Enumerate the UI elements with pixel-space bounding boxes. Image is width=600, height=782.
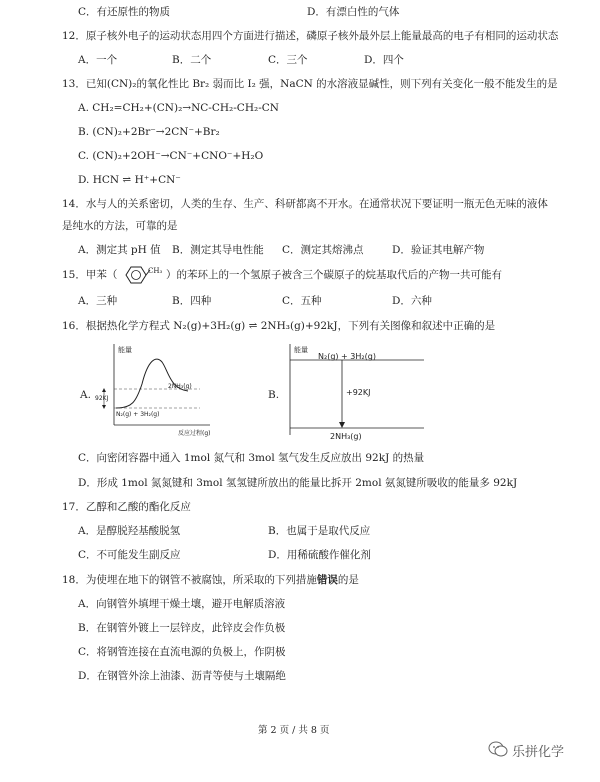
q13-option-d: D. HCN ⇌ H⁺+CN⁻ (78, 174, 181, 186)
q13-option-a: A. CH₂=CH₂+(CN)₂→NC-CH₂-CH₂-CN (78, 102, 279, 114)
fig-b-bottom-species: 2NH₃(g) (330, 432, 362, 441)
q16-option-c: C．向密闭容器中通入 1mol 氮气和 3mol 氢气发生反应放出 92kJ 的热量 (78, 452, 425, 464)
fig-b-y-label: 能量 (294, 346, 308, 354)
q13-option-b: B. (CN)₂+2Br⁻→2CN⁻+Br₂ (78, 126, 220, 138)
fig-b-gap-label: +92KJ (346, 388, 371, 397)
q14-option-d: D．验证其电解产物 (392, 244, 485, 256)
q12-option-b: B．二个 (172, 54, 212, 66)
q18-option-c: C．将钢管连接在直流电源的负极上，作阴极 (78, 646, 286, 658)
q14-stem-line1: 14．水与人的关系密切，人类的生存、生产、科研都离不开水。在通常状况下要证明一瓶无色无味的液体 (62, 198, 548, 210)
fig-a-gap-label: 92KJ (95, 395, 109, 402)
q18-stem (62, 573, 359, 587)
q15-stem-prefix: 15．甲苯（ (62, 269, 118, 281)
q18-stem-emphasis: 错误 (316, 574, 338, 586)
q17-stem: 17．乙醇和乙酸的酯化反应 (62, 501, 191, 513)
q16-energy-diagram-a (92, 340, 212, 440)
q18-option-d: D．在钢管外涂上油漆、沥青等使与土壤隔绝 (78, 670, 286, 682)
q17-option-a: A．是醇脱羟基酸脱氢 (78, 525, 181, 537)
q18-option-a: A．向钢管外填埋干燥土壤，避开电解质溶液 (78, 598, 286, 610)
q15-stem-suffix: ）的苯环上的一个氢原子被含三个碳原子的烷基取代后的产物一共可能有 (166, 269, 502, 281)
q12-option-c: C．三个 (268, 54, 308, 66)
q16-option-b-label: B. (268, 389, 280, 401)
q17-option-d: D．用稀硫酸作催化剂 (268, 549, 371, 561)
q16-stem: 16．根据热化学方程式 N₂(g)+3H₂(g) ⇌ 2NH₃(g)+92kJ，下列有关图像和叙述中正确的是 (62, 320, 496, 332)
q14-option-c: C．测定其熔沸点 (282, 244, 364, 256)
q14-option-b: B．测定其导电性能 (172, 244, 264, 256)
q18-stem-prefix: 18．为使埋在地下的钢管不被腐蚀，所采取的下列措施 (62, 574, 317, 586)
fig-a-top-species: 2NH₃(g) (168, 383, 192, 390)
q15-option-b: B．四种 (172, 295, 212, 307)
q17-option-c: C．不可能发生副反应 (78, 549, 181, 561)
q15-option-a: A．三种 (78, 295, 118, 307)
q16-option-d: D．形成 1mol 氮氮键和 3mol 氢氢键所放出的能量比拆开 2mol 氨氮键所吸收的能量多 92kJ (78, 477, 518, 489)
q15-option-c: C．五种 (282, 295, 322, 307)
q12-option-d: D．四个 (364, 54, 404, 66)
q14-option-a: A．测定其 pH 值 (78, 244, 161, 256)
q11-option-d: D．有漂白性的气体 (307, 6, 400, 18)
q12-stem: 12．原子核外电子的运动状态用四个方面进行描述，磷原子核外最外层上能量最高的电子有相同的运动状态 (62, 30, 559, 42)
q18-option-b: B．在钢管外镀上一层锌皮，此锌皮会作负极 (78, 622, 286, 634)
q13-stem: 13．已知(CN)₂的氧化性比 Br₂ 弱而比 I₂ 强，NaCN 的水溶液显碱性，则下列有关变化一般不能发生的是 (62, 78, 558, 90)
watermark-text: 乐拼化学 (512, 745, 565, 760)
fig-b-top-species: N₂(g) + 3H₂(g) (318, 352, 376, 361)
page-number: 第 2 页 / 共 8 页 (258, 725, 330, 736)
q15-option-d: D．六种 (392, 295, 432, 307)
q14-stem-line2: 是纯水的方法，可靠的是 (62, 220, 178, 232)
q12-option-a: A．一个 (78, 54, 118, 66)
q17-option-b: B．也属于是取代反应 (268, 525, 371, 537)
fig-a-y-label: 能量 (118, 346, 132, 354)
wechat-icon (488, 740, 508, 758)
q18-stem-suffix: 的是 (337, 574, 359, 586)
toluene-methyl-label: CH₃ (148, 267, 163, 275)
fig-a-x-label: 反应过程(g) (178, 430, 211, 437)
q13-option-c: C. (CN)₂+2OH⁻→CN⁻+CNO⁻+H₂O (78, 150, 264, 162)
q11-option-c: C．有还原性的物质 (78, 6, 171, 18)
q16-option-a-label: A. (80, 389, 91, 401)
fig-a-bottom-species: N₂(g) + 3H₂(g) (116, 411, 160, 418)
